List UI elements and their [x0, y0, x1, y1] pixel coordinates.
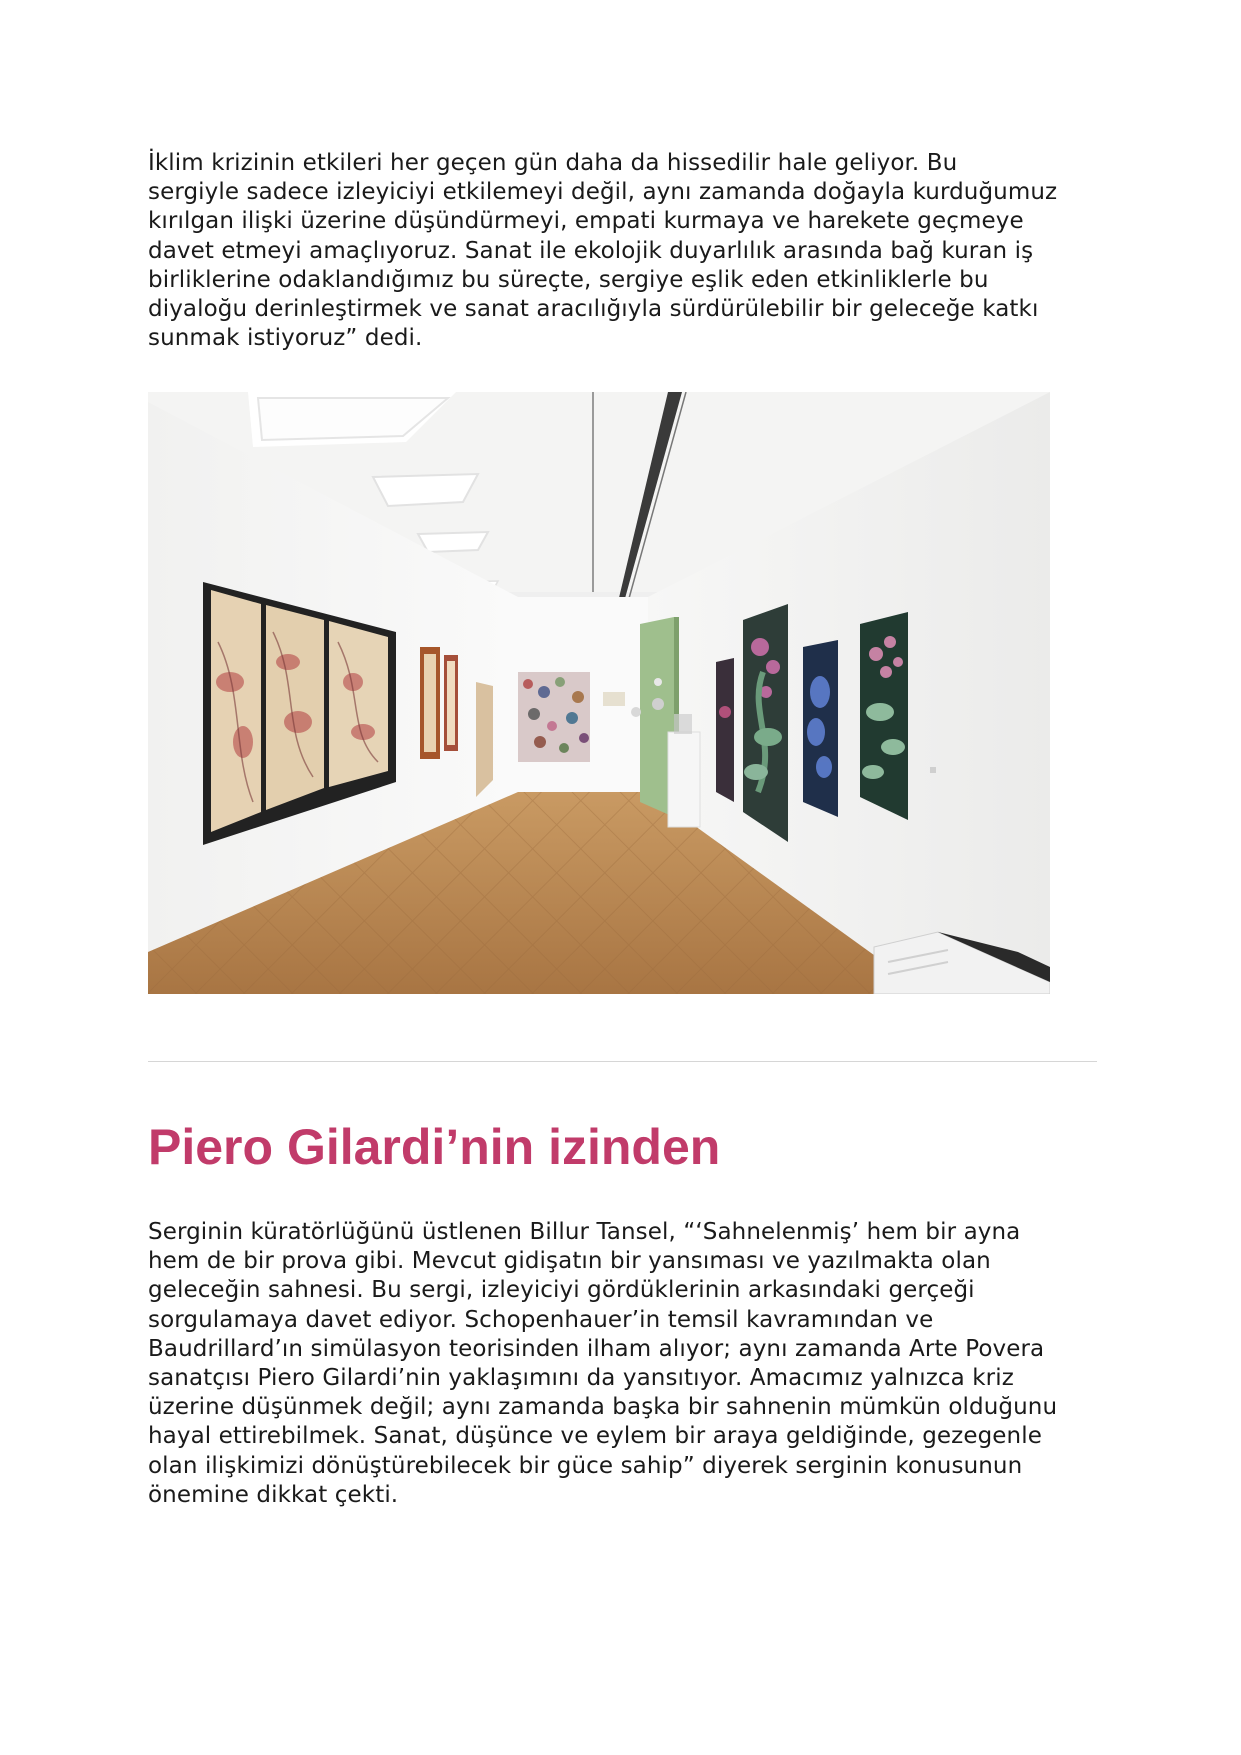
text-line: Serginin küratörlüğünü üstlenen Billur Tansel, “‘Sahnelenmiş’ hem bir ayna: [148, 1219, 1021, 1245]
text-line: sorgulamaya davet ediyor. Schopenhauer’in temsil kavramından ve: [148, 1306, 934, 1333]
text-line: geleceğin sahnesi. Bu sergi, izleyiciyi gördüklerinin arkasındaki gerçeği: [148, 1277, 975, 1304]
text-line: İklim krizinin etkileri her geçen gün daha da hissedilir hale geliyor. Bu: [148, 150, 958, 176]
text-line: sergiyle sadece izleyiciyi etkilemeyi değil, aynı zamanda doğayla kurduğumuz: [148, 179, 1058, 206]
text-line: hem de bir prova gibi. Mevcut gidişatın bir yansıması ve yazılmakta olan: [148, 1248, 991, 1275]
text-line: sanatçısı Piero Gilardi’nin yaklaşımını da yansıtıyor. Amacımız yalnızca kriz: [148, 1365, 1014, 1392]
text-line: önemine dikkat çekti.: [148, 1481, 399, 1508]
text-line: sunmak istiyoruz” dedi.: [148, 325, 423, 352]
curator-quote-paragraph: [148, 1218, 1098, 1510]
text-line: olan ilişkimizi dönüştürebilecek bir güce sahip” diyerek serginin konusunun: [148, 1452, 1023, 1479]
gallery-photo-illustration: [148, 392, 1050, 994]
text-line: üzerine düşünmek değil; aynı zamanda başka bir sahnenin mümkün olduğunu: [148, 1394, 1058, 1421]
text-line: davet etmeyi amaçlıyoruz. Sanat ile ekolojik duyarlılık arasında bağ kuran iş: [148, 237, 1034, 264]
section-heading: Piero Gilardi’nin izinden: [148, 1119, 721, 1175]
text-line: kırılgan ilişki üzerine düşündürmeyi, empati kurmaya ve harekete geçmeye: [148, 208, 1024, 235]
text-line: Baudrillard’ın simülasyon teorisinden ilham alıyor; aynı zamanda Arte Povera: [148, 1335, 1045, 1362]
gallery-photo: [148, 392, 1050, 994]
text-line: birliklerine odaklandığımız bu süreçte, sergiye eşlik eden etkinliklerle bu: [148, 266, 989, 293]
text-line: diyaloğu derinleştirmek ve sanat aracılığıyla sürdürülebilir bir geleceğe katkı: [148, 296, 1039, 323]
intro-paragraph: [148, 149, 1098, 353]
text-line: hayal ettirebilmek. Sanat, düşünce ve eylem bir araya geldiğinde, gezegenle: [148, 1423, 1042, 1450]
section-divider: [148, 1061, 1097, 1062]
